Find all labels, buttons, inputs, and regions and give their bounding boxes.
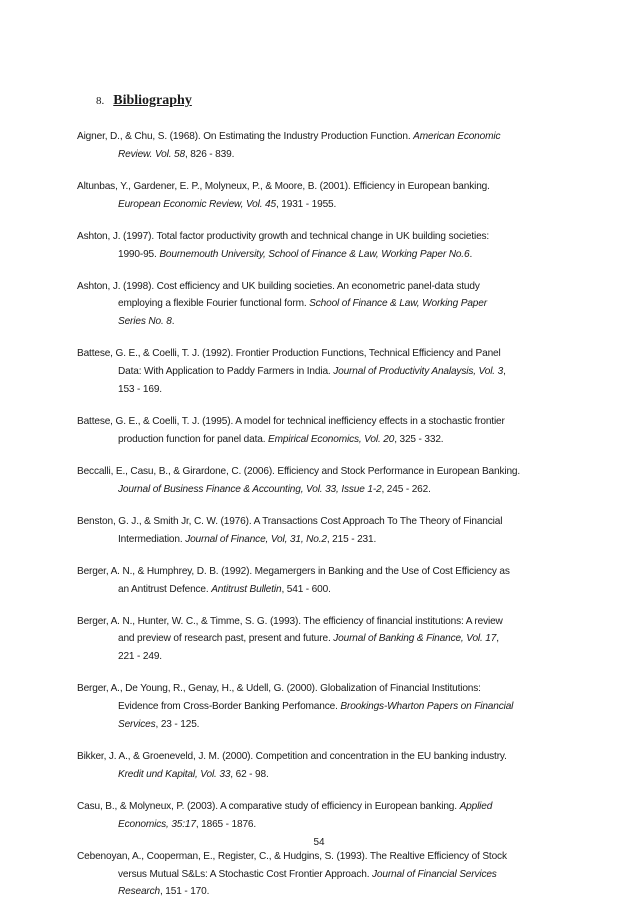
reference-entry [77,848,565,901]
reference-entry [77,463,565,499]
reference-pages: , 221 - 249. [118,633,499,663]
reference-pages: , 245 - 262. [381,483,431,495]
reference-entry [77,413,565,449]
reference-entry [77,680,565,733]
reference-list [77,128,565,915]
reference-pages: . [171,316,175,328]
reference-source: School of Finance & Law, Working Paper Series No. 8 [118,298,487,328]
reference-text: Casu, B., & Molyneux, P. (2003). A comparative study of efficiency in European banking. [77,800,460,812]
reference-source: American Economic Review. Vol. 58 [118,131,501,160]
reference-source: Bournemouth University, School of Finance & Law, Working Paper No.6 [159,248,470,260]
reference-pages: , 62 - 98. [230,768,269,780]
reference-entry [77,345,565,398]
section-number: 8. [96,95,105,107]
reference-pages: , 151 - 170. [160,886,210,898]
reference-source: Journal of Productivity Analaysis, Vol. 3 [333,366,504,378]
reference-pages: , 215 - 231. [326,533,377,545]
reference-pages: . [469,248,473,260]
reference-entry [77,278,565,331]
reference-text: Ashton, J. (1998). Cost efficiency and UK building societies. An econometric panel-data study employing a flexible Fourier functional form. [77,280,480,310]
page-number: 54 [313,837,325,848]
reference-source: Kredit und Kapital, Vol. 33 [118,768,231,780]
reference-text: Altunbas, Y., Gardener, E. P., Molyneux, P., & Moore, B. (2001). Efficiency in European banking. [77,180,490,192]
reference-text: Ashton, J. (1997). Total factor productivity growth and technical change in UK building societies: 1990-95. [77,230,490,260]
reference-text: Cebenoyan, A., Cooperman, E., Register, C., & Hudgins, S. (1993). The Realtive Efficiency of Stock versus Mutual S&Ls: A Stochastic Cost Frontier Approach. [77,850,507,880]
reference-source: Applied Economics, 35:17 [118,800,493,830]
reference-entry [77,128,565,164]
reference-pages: , 1931 - 1955. [275,198,337,210]
reference-entry [77,798,565,834]
reference-text: Berger, A. N., Hunter, W. C., & Timme, S. G. (1993). The efficiency of financial institutions: A review and preview of research past, present and future. [77,615,503,645]
reference-text: Berger, A., De Young, R., Genay, H., & Udell, G. (2000). Globalization of Financial Institutions: Evidence from Cross-Border Banking Perfomance. [77,683,481,713]
reference-entry [77,563,565,599]
reference-source: European Economic Review, Vol. 45 [118,198,276,210]
reference-pages: , 325 - 332. [394,433,444,445]
reference-source: Brookings-Wharton Papers on Financial Services [118,701,514,730]
section-title: Bibliography [113,93,192,108]
reference-source: Empirical Economics, Vol. 20 [268,433,395,445]
reference-source: Antitrust Bulletin [211,583,282,595]
reference-pages: , 153 - 169. [118,366,506,395]
reference-text: Benston, G. J., & Smith Jr, C. W. (1976). A Transactions Cost Approach To The Theory of Financial Intermediation. [77,515,503,545]
reference-pages: , 826 - 839. [184,148,235,160]
reference-entry [77,228,565,264]
reference-source: Journal of Financial Services Research [118,868,497,898]
reference-text: Bikker, J. A., & Groeneveld, J. M. (2000). Competition and concentration in the EU banking industry. [77,750,507,762]
reference-text: Berger, A. N., & Humphrey, D. B. (1992). Megamergers in Banking and the Use of Cost Efficiency as an Antitrust Defence. [77,565,510,595]
section-heading [96,93,192,109]
reference-pages: , 541 - 600. [281,583,331,595]
reference-entry [77,178,565,214]
reference-entry [77,513,565,549]
reference-source: Journal of Finance, Vol, 31, No.2 [185,533,327,545]
reference-text: Battese, G. E., & Coelli, T. J. (1995). A model for technical inefficiency effects in a stochastic frontier production function for panel data. [77,416,505,445]
reference-source: Journal of Business Finance & Accounting, Vol. 33, Issue 1-2 [118,483,382,495]
reference-text: Aigner, D., & Chu, S. (1968). On Estimating the Industry Production Function. [77,131,414,142]
reference-entry [77,613,565,666]
reference-text: Battese, G. E., & Coelli, T. J. (1992). Frontier Production Functions, Technical Efficiency and Panel Data: With Application to Paddy Farmers in India. [77,348,501,378]
reference-text: Beccalli, E., Casu, B., & Girardone, C. (2006). Efficiency and Stock Performance in European Banking. [77,465,521,477]
reference-pages: , 1865 - 1876. [195,818,257,830]
reference-entry [77,748,565,784]
reference-pages: , 23 - 125. [155,718,200,730]
reference-source: Journal of Banking & Finance, Vol. 17 [333,633,497,645]
